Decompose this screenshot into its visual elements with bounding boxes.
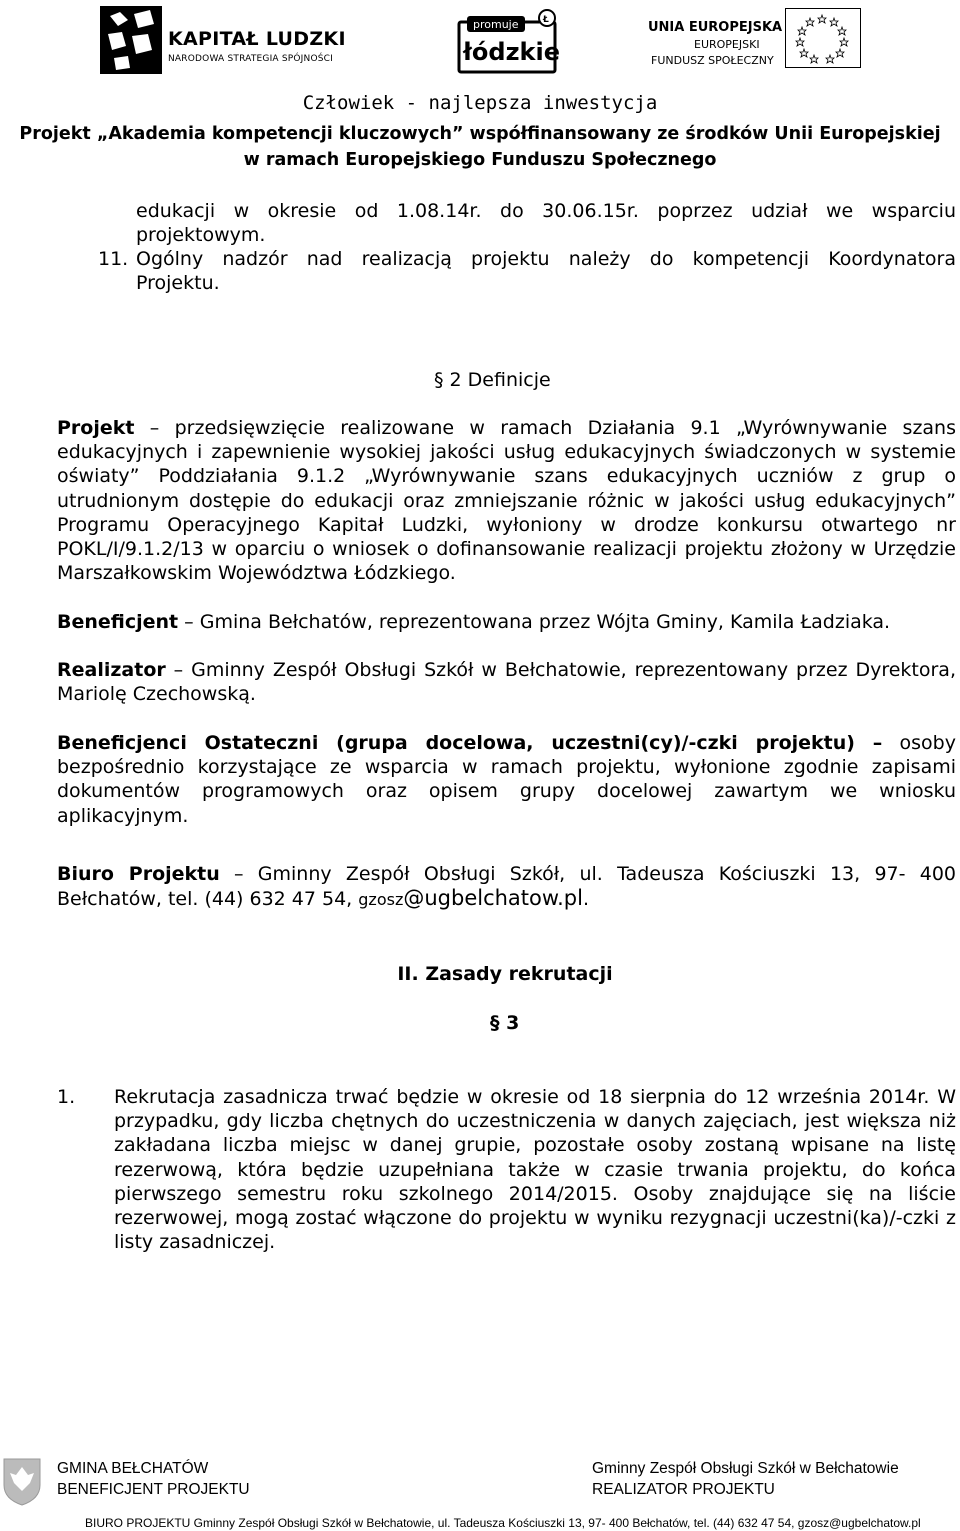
biuro-email-domain[interactable]: @ugbelchatow.pl	[403, 886, 583, 911]
svg-text:Ł: Ł	[543, 15, 549, 25]
footer-beneficiary-role: BENEFICJENT PROJEKTU	[57, 1481, 250, 1498]
beneficjent-term: Beneficjent	[57, 611, 179, 633]
eu-line1: UNIA EUROPEJSKA	[648, 20, 783, 35]
kapital-ludzki-logo	[100, 6, 350, 76]
definition-biuro-projektu	[57, 862, 956, 912]
eu-line2: EUROPEJSKI	[694, 38, 760, 51]
item-11-number: 11.	[98, 248, 129, 270]
definition-beneficjenci-ostateczni	[57, 731, 956, 828]
lodzkie-promo-text: promuje	[473, 18, 519, 31]
footer-realizator-name: Gminny Zespół Obsługi Szkół w Bełchatowie	[592, 1460, 899, 1477]
project-title-line2: w ramach Europejskiego Funduszu Społecznego	[243, 150, 717, 170]
item-11-paragraph	[136, 247, 956, 295]
projekt-text: – przedsięwzięcie realizowane w ramach Działania 9.1 „Wyrównywanie szans edukacyjnych i zapewnienie wysokiej jakości usług edukacyjnych świadczonych w systemie oświaty” Poddziałania 9.1.2 „Wyrównywanie szans edukacyjnych uczniów z grup o utrudnionym dostępie do edukacji oraz zmniejszanie różnic w jakości usług edukacyjnych” Programu Operacyjnego Kapitał Ludzki, wyłoniony w drodze konkursu otwartego nr POKL/I/9.1.2/13 w oparciu o wniosek o dofinansowanie realizacji projektu złożony w Urzędzie Marszałkowskim Województwa Łódzkiego.	[57, 417, 956, 585]
item-11-line1: Ogólny nadzór nad realizacją projektu należy do kompetencji Koordynatora	[136, 248, 956, 270]
project-title-line1: Projekt „Akademia kompetencji kluczowych” współfinansowany ze środków Unii Europejskiej	[19, 124, 941, 144]
definition-beneficjent	[57, 610, 956, 634]
kapital-ludzki-title: KAPITAŁ LUDZKI	[168, 28, 346, 50]
footer-beneficiary-name: GMINA BEŁCHATÓW	[57, 1460, 209, 1477]
kapital-ludzki-emblem-icon	[100, 6, 162, 74]
biuro-text: – Gminny Zespół Obsługi Szkół, ul. Tadeusza Kościuszki 13, 97- 400 Bełchatów, tel. (44) 632 47 54,	[57, 863, 956, 911]
ostateczni-term: Beneficjenci Ostateczni (grupa docelowa, uczestni(cy)/-czki projektu) –	[57, 732, 883, 754]
chapter-heading: II. Zasady rekrutacji	[397, 963, 613, 985]
coat-of-arms-icon	[0, 1455, 44, 1507]
intro-paragraph	[136, 199, 956, 247]
eu-line3: FUNDUSZ SPOŁECZNY	[651, 54, 774, 67]
item-11-line2: Projektu.	[136, 272, 220, 295]
kapital-ludzki-subtitle: NARODOWA STRATEGIA SPÓJNOŚCI	[168, 54, 333, 64]
definition-realizator	[57, 658, 956, 706]
motto: Człowiek - najlepsza inwestycja	[302, 92, 658, 114]
eu-logo	[648, 8, 863, 70]
item-1-paragraph: Rekrutacja zasadnicza trwać będzie w okresie od 18 sierpnia do 12 września 2014r. W przypadku, gdy liczba chętnych do uczestniczenia w danych zajęciach, jest większa niż zakładana liczba miejsc w danej grupie, pozostałe osoby zostaną wpisane na listę rezerwową, która będzie uzupełniana także w czasie trwania projektu, do końca pierwszego semestru roku szkolnego 2014/2015. Osoby znajdujące się na liście rezerwowej, mogą zostać włączone do projektu w wyniku rezygnacji uczestni(ka)/-czki z listy zasadniczej.	[114, 1086, 956, 1254]
projekt-term: Projekt	[57, 417, 135, 439]
footer-office-info: BIURO PROJEKTU Gminny Zespół Obsługi Szkół w Bełchatowie, ul. Tadeusza Kościuszki 13, 97- 400 Bełchatów, tel. (44) 632 47 54, gzosz@ugbelchatow.pl	[85, 1516, 921, 1530]
section-2-heading: § 2 Definicje	[434, 369, 551, 391]
item-1-number: 1.	[57, 1086, 76, 1108]
lodzkie-logo	[453, 8, 563, 74]
beneficjent-text: – Gmina Bełchatów, reprezentowana przez Wójta Gminy, Kamila Ładziaka.	[178, 611, 891, 633]
section-3-heading: § 3	[490, 1012, 520, 1034]
eu-flag-icon	[785, 8, 861, 68]
intro-line2: projektowym.	[136, 224, 266, 247]
biuro-end: .	[582, 888, 590, 911]
realizator-term: Realizator	[57, 659, 166, 681]
realizator-text: – Gminny Zespół Obsługi Szkół w Bełchatowie, reprezentowany przez Dyrektora, Mariolę Czechowską.	[57, 659, 956, 706]
lodzkie-name-text: łódzkie	[463, 38, 561, 66]
biuro-term: Biuro Projektu	[57, 863, 220, 885]
intro-line1: edukacji w okresie od 1.08.14r. do 30.06.15r. poprzez udział we wsparciu	[136, 200, 956, 222]
footer-realizator-role: REALIZATOR PROJEKTU	[592, 1481, 775, 1498]
biuro-email-prefix: gzosz	[358, 890, 404, 910]
definition-projekt	[57, 416, 956, 585]
ostateczni-text: osoby bezpośrednio korzystające ze wsparcia w ramach projektu, wyłonione zgodnie zapisami dokumentów programowych oraz opisem grupy docelowej zawartym we wniosku aplikacyjnym.	[57, 732, 956, 827]
